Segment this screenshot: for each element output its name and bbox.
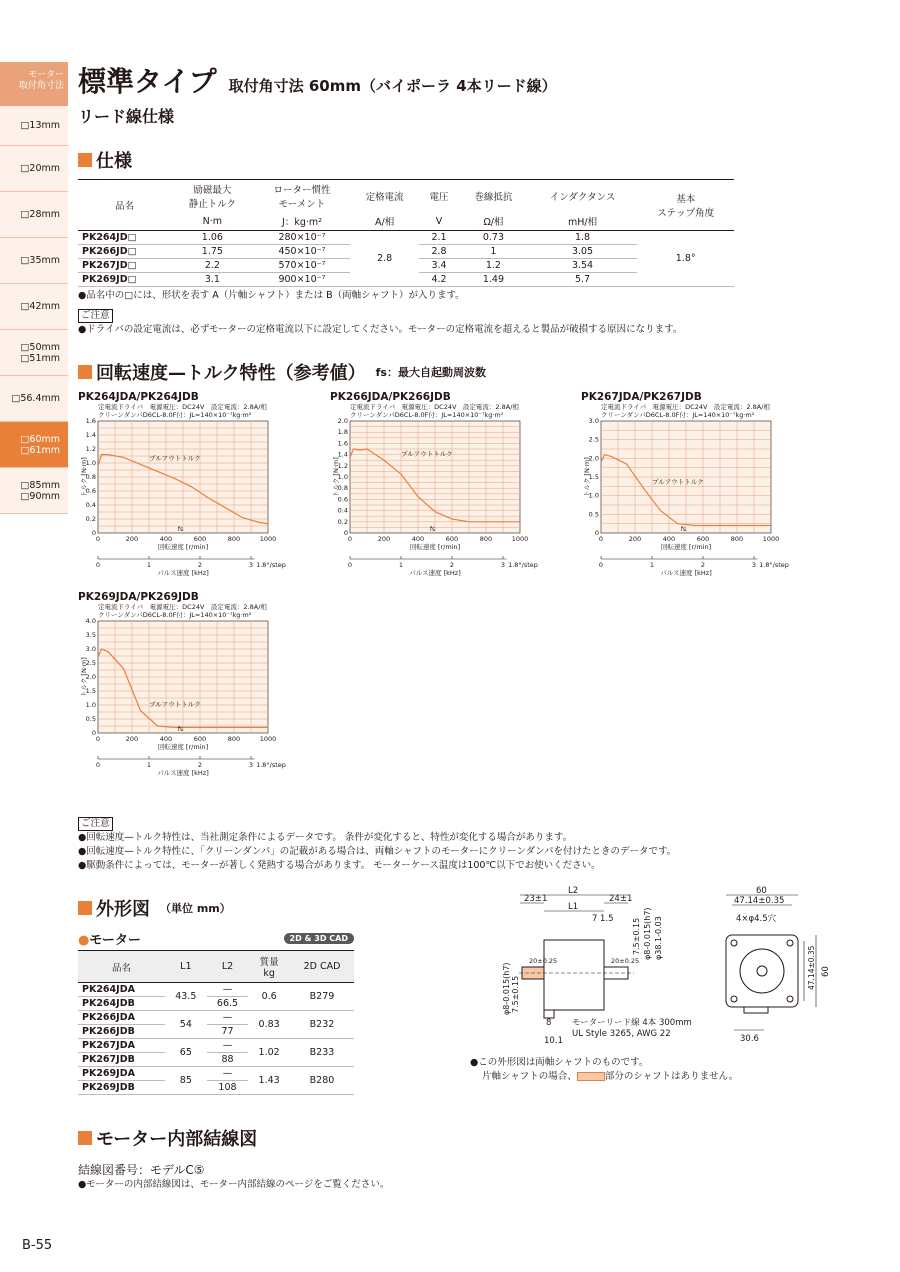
outline-mass: 0.83 xyxy=(248,1011,290,1039)
pulse-tick-label: 2 xyxy=(197,761,203,769)
spec-inductance: 3.05 xyxy=(528,245,638,259)
chart-condition: クリーンダンパD6CL-8.0F付：JL=140×10⁻⁷kg·m² xyxy=(601,411,755,419)
svg-text:20±0.25: 20±0.25 xyxy=(529,957,558,965)
pulse-axis-label: パルス速度 [kHz] xyxy=(157,569,209,577)
x-tick-label: 600 xyxy=(696,535,710,543)
motor-body-front xyxy=(726,935,798,1007)
speed-torque-chart xyxy=(330,391,538,597)
motor-label: ●モーター xyxy=(78,933,141,948)
outline-l2: 66.5 xyxy=(207,997,249,1011)
step-label: 1.8°/step xyxy=(508,561,538,569)
outline-note-2: 片軸シャフトの場合、 部分のシャフトはありません。 xyxy=(482,1071,739,1082)
spec-resistance: 0.73 xyxy=(459,231,528,245)
x-tick-label: 1000 xyxy=(762,535,780,543)
outline-header: L1 xyxy=(165,951,207,983)
pullout-label: プルアウトトルク xyxy=(149,454,201,463)
x-axis-label: 回転速度 [r/min] xyxy=(157,543,209,551)
x-tick-label: 0 xyxy=(598,535,604,543)
y-tick-label: 3.0 xyxy=(588,417,599,425)
spec-torque: 2.2 xyxy=(171,259,253,273)
y-tick-label: 0 xyxy=(91,529,96,537)
chart-plot xyxy=(78,417,286,597)
spec-header: インダクタンス xyxy=(528,180,638,213)
outline-header: L2 xyxy=(207,951,249,983)
outline-name: PK267JDB xyxy=(78,1053,165,1067)
wiring-note: ●モーターの内部結線図は、モーター内部結線のページをご覧ください。 xyxy=(78,1179,390,1190)
x-tick-label: 1000 xyxy=(259,735,277,743)
step-label: 1.8°/step xyxy=(256,561,286,569)
table-row xyxy=(78,1067,354,1081)
outline-cad[interactable]: B232 xyxy=(290,1011,354,1039)
lead-outlet xyxy=(544,1010,554,1018)
spec-header: 励磁最大 静止トルク xyxy=(171,180,253,213)
y-axis-label: トルク [N·m] xyxy=(80,657,88,697)
svg-text:φ38.1-0.03: φ38.1-0.03 xyxy=(654,916,663,960)
svg-text:4×φ4.5穴: 4×φ4.5穴 xyxy=(736,914,777,924)
y-tick-label: 0.2 xyxy=(85,515,96,523)
svg-text:8: 8 xyxy=(546,1018,552,1028)
spec-voltage: 3.4 xyxy=(419,259,459,273)
y-tick-label: 1.8 xyxy=(337,428,348,437)
spec-note-2: ●ドライバの設定電流は、必ずモーターの定格電流以下に設定してください。モーターの定格電流を超えると製品が破損する原因になります。 xyxy=(78,324,683,335)
chart-condition: 定電流ドライバ 電源電圧：DC24V 設定電流：2.8A/相 xyxy=(98,603,267,611)
x-tick-label: 600 xyxy=(193,735,207,743)
y-tick-label: 2.5 xyxy=(588,435,599,444)
spec-current: 2.8 xyxy=(350,231,419,287)
y-tick-label: 1.4 xyxy=(85,431,96,439)
outline-name: PK269JDB xyxy=(78,1081,165,1095)
sidebar-item[interactable]: □20mm xyxy=(0,146,68,192)
x-tick-label: 400 xyxy=(411,535,425,543)
outline-cad[interactable]: B280 xyxy=(290,1067,354,1095)
speed-torque-chart xyxy=(78,391,286,597)
svg-text:φ8-0.015(h7): φ8-0.015(h7) xyxy=(502,962,511,1015)
y-tick-label: 0.5 xyxy=(588,510,599,519)
svg-text:23±1: 23±1 xyxy=(524,894,548,904)
y-tick-label: 0.5 xyxy=(85,715,96,723)
pulse-axis-label: パルス速度 [kHz] xyxy=(157,769,209,777)
outline-l2: — xyxy=(207,1011,249,1025)
outline-cad[interactable]: B233 xyxy=(290,1039,354,1067)
outline-header: 品名 xyxy=(78,951,165,983)
pulse-tick-label: 0 xyxy=(347,561,353,569)
chart-plot xyxy=(78,617,286,797)
y-tick-label: 0.8 xyxy=(85,473,96,481)
spec-unit: J：kg·m² xyxy=(254,212,351,231)
x-tick-label: 200 xyxy=(125,735,139,743)
pulse-tick-label: 3 xyxy=(751,561,757,569)
outline-l2: 88 xyxy=(207,1053,249,1067)
outline-l2: — xyxy=(207,1039,249,1053)
spec-inductance: 3.54 xyxy=(528,259,638,273)
spec-name: PK266JD□ xyxy=(78,245,171,259)
step-label: 1.8°/step xyxy=(256,761,286,769)
spec-header: 巻線抵抗 xyxy=(459,180,528,213)
svg-text:1.5: 1.5 xyxy=(600,914,614,924)
y-tick-label: 3.5 xyxy=(85,631,96,639)
y-tick-label: 2.0 xyxy=(337,417,348,425)
speed-note: ●回転速度—トルク特性は、当社測定条件によるデータです。 条件が変化すると、特性が変化する場合があります。 xyxy=(78,832,573,843)
spec-unit: N·m xyxy=(171,212,253,231)
spec-name: PK267JD□ xyxy=(78,259,171,273)
table-row xyxy=(78,1011,354,1025)
spec-torque: 1.06 xyxy=(171,231,253,245)
svg-text:30.6: 30.6 xyxy=(740,1034,759,1044)
chart-condition: クリーンダンパD6CL-8.0F付：JL=140×10⁻⁷kg·m² xyxy=(350,411,504,419)
spec-inductance: 1.8 xyxy=(528,231,638,245)
sidebar-item[interactable]: □35mm xyxy=(0,238,68,284)
pulse-tick-label: 1 xyxy=(398,561,404,569)
outline-l1: 43.5 xyxy=(165,983,207,1011)
page-title: 標準タイプ xyxy=(78,65,217,98)
outline-l1: 85 xyxy=(165,1067,207,1095)
outline-cad[interactable]: B279 xyxy=(290,983,354,1011)
spec-unit: Ω/相 xyxy=(459,212,528,231)
outline-mass: 1.43 xyxy=(248,1067,290,1095)
pulse-tick-label: 2 xyxy=(449,561,455,569)
outline-l2: — xyxy=(207,983,249,997)
spec-voltage: 2.8 xyxy=(419,245,459,259)
pulse-tick-label: 1 xyxy=(146,761,152,769)
svg-text:60: 60 xyxy=(756,886,767,896)
x-tick-label: 600 xyxy=(193,535,207,543)
shaft-swatch xyxy=(577,1072,605,1081)
sidebar-item[interactable]: □60mm □61mm xyxy=(0,422,68,468)
outline-name: PK266JDA xyxy=(78,1011,165,1025)
svg-text:10.1: 10.1 xyxy=(544,1036,563,1046)
chart-title: PK267JDA/PK267JDB xyxy=(581,391,702,403)
x-tick-label: 400 xyxy=(662,535,676,543)
outline-table xyxy=(78,950,354,1095)
sidebar-item[interactable]: □50mm □51mm xyxy=(0,330,68,376)
y-tick-label: 0.8 xyxy=(337,484,348,493)
pulse-tick-label: 3 xyxy=(500,561,506,569)
chart-condition: 定電流ドライバ 電源電圧：DC24V 設定電流：2.8A/相 xyxy=(350,403,519,411)
y-tick-label: 0 xyxy=(594,529,599,537)
svg-text:7.5±0.15: 7.5±0.15 xyxy=(511,975,520,1013)
pulse-tick-label: 0 xyxy=(95,561,101,569)
y-tick-label: 1.0 xyxy=(588,491,599,500)
svg-text:20±0.25: 20±0.25 xyxy=(611,957,640,965)
outline-name: PK266JDB xyxy=(78,1025,165,1039)
svg-text:47.14±0.35: 47.14±0.35 xyxy=(807,945,816,990)
y-tick-label: 2.5 xyxy=(85,659,96,667)
spec-inertia: 280×10⁻⁷ xyxy=(254,231,351,245)
y-tick-label: 0.6 xyxy=(337,495,348,504)
y-tick-label: 1.2 xyxy=(85,445,96,453)
x-axis-label: 回転速度 [r/min] xyxy=(660,543,712,551)
y-tick-label: 2.0 xyxy=(588,454,599,463)
y-axis-label: トルク [N·m] xyxy=(583,457,591,497)
spec-step-angle: 1.8° xyxy=(637,231,734,287)
spec-header: 定格電流 xyxy=(350,180,419,213)
svg-text:24±1: 24±1 xyxy=(609,894,633,904)
svg-text:60: 60 xyxy=(821,966,831,977)
chart-title: PK266JDA/PK266JDB xyxy=(330,391,451,403)
chart-title: PK264JDA/PK264JDB xyxy=(78,391,199,403)
spec-torque: 1.75 xyxy=(171,245,253,259)
pullout-label: プルアウトトルク xyxy=(652,478,704,487)
y-tick-label: 1.0 xyxy=(85,459,96,467)
outline-l1: 54 xyxy=(165,1011,207,1039)
chart-title: PK269JDA/PK269JDB xyxy=(78,591,199,603)
spec-resistance: 1.2 xyxy=(459,259,528,273)
spec-inertia: 570×10⁻⁷ xyxy=(254,259,351,273)
x-tick-label: 200 xyxy=(628,535,642,543)
x-axis-label: 回転速度 [r/min] xyxy=(157,743,209,751)
y-tick-label: 0 xyxy=(91,729,96,737)
outline-name: PK267JDA xyxy=(78,1039,165,1053)
x-tick-label: 400 xyxy=(159,535,173,543)
sidebar-item[interactable]: □56.4mm xyxy=(0,376,68,422)
svg-text:7: 7 xyxy=(592,914,598,924)
main-content xyxy=(78,60,868,1192)
wiring-section-title: モーター内部結線図 xyxy=(78,1125,868,1151)
spec-name: PK264JD□ xyxy=(78,231,171,245)
outline-section-title: 外形図 （単位 mm） xyxy=(78,895,868,921)
svg-text:L2: L2 xyxy=(568,886,579,896)
x-tick-label: 0 xyxy=(347,535,353,543)
sidebar-item[interactable]: □13mm xyxy=(0,106,68,146)
y-tick-label: 3.0 xyxy=(85,645,96,653)
y-tick-label: 1.0 xyxy=(85,701,96,709)
fs-label: fs xyxy=(177,726,184,733)
spec-table xyxy=(78,179,734,287)
outline-header: 質量 kg xyxy=(248,951,290,983)
pulse-tick-label: 3 xyxy=(248,761,254,769)
x-tick-label: 800 xyxy=(227,535,241,543)
y-tick-label: 1.6 xyxy=(85,417,96,425)
speed-torque-section-title: 回転速度—トルク特性（参考値） fs：最大自起動周波数 xyxy=(78,359,868,385)
page-title-2: リード線仕様 xyxy=(78,107,175,126)
y-tick-label: 1.5 xyxy=(588,473,599,481)
spec-section-title: 仕様 xyxy=(78,147,868,173)
spec-header: 電圧 xyxy=(419,180,459,213)
y-tick-label: 0 xyxy=(343,529,348,537)
motor-body-side xyxy=(544,940,604,1010)
spec-unit: mH/相 xyxy=(528,212,638,231)
pulse-tick-label: 3 xyxy=(248,561,254,569)
chart-plot xyxy=(330,417,538,597)
pulse-tick-label: 2 xyxy=(700,561,706,569)
spec-header: 品名 xyxy=(78,180,171,231)
spec-header: 基本 ステップ角度 xyxy=(637,180,734,231)
fs-label: fs xyxy=(429,526,436,533)
spec-name: PK269JD□ xyxy=(78,273,171,287)
outline-l2: — xyxy=(207,1067,249,1081)
pulse-tick-label: 1 xyxy=(146,561,152,569)
speed-note: ●回転速度—トルク特性に、「クリーンダンパ」の記載がある場合は、両軸シャフトのモーターにクリーンダンパを付けたときのデータです。 xyxy=(78,846,677,857)
x-axis-label: 回転速度 [r/min] xyxy=(409,543,461,551)
x-tick-label: 200 xyxy=(125,535,139,543)
pulse-axis-label: パルス速度 [kHz] xyxy=(409,569,461,577)
chart-condition: 定電流ドライバ 電源電圧：DC24V 設定電流：2.8A/相 xyxy=(601,403,770,411)
table-row xyxy=(78,983,354,997)
spec-resistance: 1.49 xyxy=(459,273,528,287)
pullout-label: プルアウトトルク xyxy=(149,700,201,709)
x-tick-label: 0 xyxy=(95,735,101,743)
fs-label: fs xyxy=(177,526,184,533)
table-row xyxy=(78,1039,354,1053)
y-tick-label: 4.0 xyxy=(85,617,96,625)
svg-text:モーターリード線 4本 300mm: モーターリード線 4本 300mm xyxy=(572,1018,692,1028)
svg-text:L1: L1 xyxy=(568,902,579,912)
spec-unit: V xyxy=(419,212,459,231)
svg-text:UL Style 3265, AWG 22: UL Style 3265, AWG 22 xyxy=(572,1029,671,1039)
y-tick-label: 0.4 xyxy=(85,501,96,509)
svg-text:φ8-0.015(h7): φ8-0.015(h7) xyxy=(643,907,652,960)
x-tick-label: 800 xyxy=(730,535,744,543)
sidebar-header: モーター 取付角寸法 xyxy=(0,62,68,106)
outline-name: PK264JDB xyxy=(78,997,165,1011)
outline-name: PK264JDA xyxy=(78,983,165,997)
spec-caution-label: ご注意 xyxy=(78,309,113,323)
x-tick-label: 200 xyxy=(377,535,391,543)
svg-text:47.14±0.35: 47.14±0.35 xyxy=(734,896,785,906)
speed-caution-label: ご注意 xyxy=(78,817,113,831)
spec-inertia: 900×10⁻⁷ xyxy=(254,273,351,287)
pulse-tick-label: 0 xyxy=(95,761,101,769)
y-tick-label: 0.2 xyxy=(337,517,348,526)
y-tick-label: 1.4 xyxy=(337,450,348,459)
pulse-tick-label: 1 xyxy=(649,561,655,569)
x-tick-label: 1000 xyxy=(511,535,529,543)
x-tick-label: 1000 xyxy=(259,535,277,543)
speed-torque-chart xyxy=(581,391,789,597)
outline-mass: 0.6 xyxy=(248,983,290,1011)
sidebar-item[interactable]: □28mm xyxy=(0,192,68,238)
page-subtitle: 取付角寸法 60mm（バイポーラ 4本リード線） xyxy=(228,77,557,95)
y-axis-label: トルク [N·m] xyxy=(332,457,340,497)
outline-note-1: ●この外形図は両軸シャフトのものです。 xyxy=(470,1057,649,1068)
outline-header: 2D CAD xyxy=(290,951,354,983)
sidebar-item[interactable]: □85mm □90mm xyxy=(0,468,68,514)
page-number: B-55 xyxy=(22,1238,53,1253)
chart-condition: クリーンダンパD6CL-8.0F付：JL=140×10⁻⁷kg·m² xyxy=(98,611,252,619)
spec-voltage: 4.2 xyxy=(419,273,459,287)
fs-label: fs xyxy=(680,526,687,533)
spec-resistance: 1 xyxy=(459,245,528,259)
y-tick-label: 1.6 xyxy=(337,439,348,448)
pulse-tick-label: 2 xyxy=(197,561,203,569)
step-label: 1.8°/step xyxy=(759,561,789,569)
spec-torque: 3.1 xyxy=(171,273,253,287)
y-tick-label: 1.5 xyxy=(85,687,96,695)
outline-drawing xyxy=(464,885,834,1070)
spec-inertia: 450×10⁻⁷ xyxy=(254,245,351,259)
chart-condition: クリーンダンパD6CL-8.0F付：JL=140×10⁻⁷kg·m² xyxy=(98,411,252,419)
spec-voltage: 2.1 xyxy=(419,231,459,245)
x-tick-label: 600 xyxy=(445,535,459,543)
x-tick-label: 800 xyxy=(479,535,493,543)
y-tick-label: 1.2 xyxy=(337,461,348,470)
cad-badge[interactable]: 2D & 3D CAD xyxy=(284,933,354,944)
x-tick-label: 800 xyxy=(227,735,241,743)
y-tick-label: 1.0 xyxy=(337,473,348,481)
spec-inductance: 5.7 xyxy=(528,273,638,287)
svg-text:7.5±0.15: 7.5±0.15 xyxy=(632,917,641,955)
y-axis-label: トルク [N·m] xyxy=(80,457,88,497)
table-row xyxy=(78,231,734,245)
sidebar xyxy=(0,62,68,514)
sidebar-item[interactable]: □42mm xyxy=(0,284,68,330)
wiring-model: 結線図番号：モデルC⑤ xyxy=(78,1163,205,1177)
y-tick-label: 0.6 xyxy=(85,487,96,495)
chart-plot xyxy=(581,417,789,597)
speed-note: ●駆動条件によっては、モーターが著しく発熱する場合があります。 モーターケース温度は100℃以下でお使いください。 xyxy=(78,860,601,871)
chart-condition: 定電流ドライバ 電源電圧：DC24V 設定電流：2.8A/相 xyxy=(98,403,267,411)
x-tick-label: 0 xyxy=(95,535,101,543)
pulse-tick-label: 0 xyxy=(598,561,604,569)
spec-unit: A/相 xyxy=(350,212,419,231)
outline-name: PK269JDA xyxy=(78,1067,165,1081)
outline-mass: 1.02 xyxy=(248,1039,290,1067)
spec-note-1: ●品名中の□には、形状を表す A（片軸シャフト）または B（両軸シャフト）が入ります。 xyxy=(78,290,465,301)
pulse-axis-label: パルス速度 [kHz] xyxy=(660,569,712,577)
pullout-label: プルアウトトルク xyxy=(401,450,453,459)
x-tick-label: 400 xyxy=(159,735,173,743)
y-tick-label: 2.0 xyxy=(85,673,96,681)
outline-l2: 77 xyxy=(207,1025,249,1039)
spec-header: ローター慣性 モーメント xyxy=(254,180,351,213)
outline-l1: 65 xyxy=(165,1039,207,1067)
speed-torque-chart xyxy=(78,591,286,797)
y-tick-label: 0.4 xyxy=(337,506,348,515)
outline-l2: 108 xyxy=(207,1081,249,1095)
